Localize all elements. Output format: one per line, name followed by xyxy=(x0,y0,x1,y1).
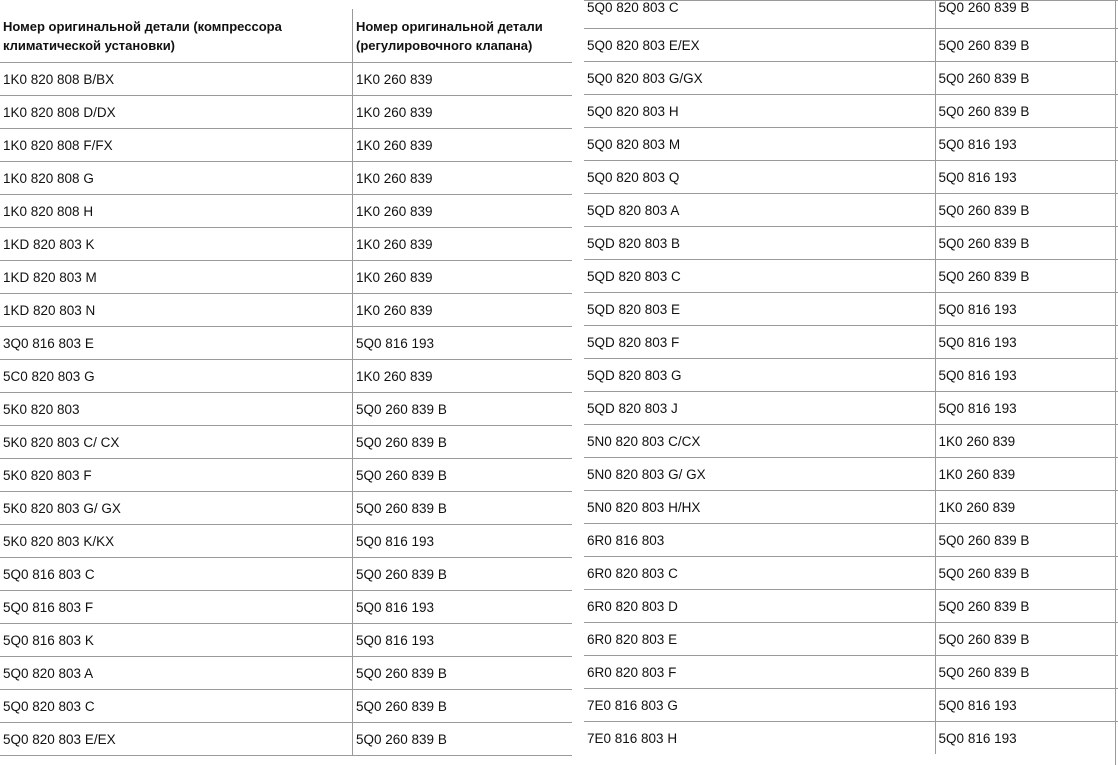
compressor-part-number-cell: 5Q0 820 803 A xyxy=(0,657,353,690)
table-row xyxy=(584,392,1118,425)
right-edge-border xyxy=(1115,0,1116,765)
table-row xyxy=(584,29,1118,62)
control-valve-part-number-cell: 1K0 260 839 xyxy=(353,228,573,261)
control-valve-part-number-cell: 5Q0 816 193 xyxy=(353,591,573,624)
compressor-part-number-cell: 6R0 820 803 D xyxy=(584,590,935,623)
control-valve-part-number-cell: 5Q0 260 839 B xyxy=(935,590,1118,623)
table-row xyxy=(584,95,1118,128)
control-valve-part-number-cell: 5Q0 816 193 xyxy=(935,689,1118,722)
parts-table-left xyxy=(0,9,572,756)
control-valve-part-number-cell: 5Q0 816 193 xyxy=(353,624,573,657)
table-row xyxy=(584,425,1118,458)
compressor-part-number-cell: 5Q0 820 803 H xyxy=(584,95,935,128)
compressor-part-number-cell: 5Q0 816 803 K xyxy=(0,624,353,657)
compressor-part-number-cell: 1K0 820 808 G xyxy=(0,162,353,195)
table-row xyxy=(0,723,572,756)
table-row xyxy=(584,62,1118,95)
table-row xyxy=(0,195,572,228)
table-row xyxy=(0,393,572,426)
control-valve-part-number-cell: 5Q0 260 839 B xyxy=(353,657,573,690)
control-valve-part-number-cell: 5Q0 816 193 xyxy=(935,293,1118,326)
control-valve-part-number-cell: 5Q0 260 839 B xyxy=(935,557,1118,590)
table-row xyxy=(0,624,572,657)
control-valve-part-number-cell: 5Q0 260 839 B xyxy=(353,492,573,525)
compressor-part-number-cell: 5K0 820 803 G/ GX xyxy=(0,492,353,525)
control-valve-part-number-cell: 5Q0 260 839 B xyxy=(353,393,573,426)
compressor-part-number-cell: 5Q0 820 803 M xyxy=(584,128,935,161)
table-row xyxy=(0,459,572,492)
control-valve-part-number-cell: 5Q0 260 839 B xyxy=(353,426,573,459)
compressor-part-number-cell: 3Q0 816 803 E xyxy=(0,327,353,360)
parts-table-right xyxy=(584,0,1118,754)
table-row xyxy=(584,227,1118,260)
control-valve-part-number-cell: 5Q0 816 193 xyxy=(935,161,1118,194)
compressor-part-number-cell: 6R0 820 803 E xyxy=(584,623,935,656)
table-row xyxy=(0,63,572,96)
table-row xyxy=(584,491,1118,524)
control-valve-part-number-cell: 5Q0 260 839 B xyxy=(353,459,573,492)
table-row xyxy=(584,458,1118,491)
compressor-part-number-cell: 5QD 820 803 F xyxy=(584,326,935,359)
table-row xyxy=(0,525,572,558)
compressor-part-number-cell: 5N0 820 803 H/HX xyxy=(584,491,935,524)
header-control-valve-part-number: Номер оригинальной детали (регулировочного клапана) xyxy=(353,9,573,63)
control-valve-part-number-cell: 5Q0 816 193 xyxy=(353,525,573,558)
control-valve-part-number-cell: 1K0 260 839 xyxy=(935,458,1118,491)
compressor-part-number-cell: 1K0 820 808 B/BX xyxy=(0,63,353,96)
control-valve-part-number-cell: 5Q0 816 193 xyxy=(935,392,1118,425)
table-row xyxy=(584,194,1118,227)
compressor-part-number-cell: 5K0 820 803 F xyxy=(0,459,353,492)
compressor-part-number-cell: 1K0 820 808 H xyxy=(0,195,353,228)
compressor-part-number-cell: 5QD 820 803 G xyxy=(584,359,935,392)
table-row xyxy=(584,557,1118,590)
compressor-part-number-cell: 5C0 820 803 G xyxy=(0,360,353,393)
table-row xyxy=(584,260,1118,293)
control-valve-part-number-cell: 1K0 260 839 xyxy=(353,129,573,162)
parts-table-left-body xyxy=(0,63,572,756)
control-valve-part-number-cell: 5Q0 260 839 B xyxy=(353,558,573,591)
compressor-part-number-cell: 1K0 820 808 D/DX xyxy=(0,96,353,129)
compressor-part-number-cell: 5QD 820 803 A xyxy=(584,194,935,227)
header-compressor-part-number: Номер оригинальной детали (компрессора климатической установки) xyxy=(0,9,353,63)
table-row xyxy=(584,656,1118,689)
control-valve-part-number-cell: 1K0 260 839 xyxy=(353,96,573,129)
control-valve-part-number-cell: 5Q0 816 193 xyxy=(935,359,1118,392)
table-row xyxy=(0,129,572,162)
compressor-part-number-cell: 7E0 816 803 G xyxy=(584,689,935,722)
compressor-part-number-cell: 5QD 820 803 J xyxy=(584,392,935,425)
compressor-part-number-cell: 1K0 820 808 F/FX xyxy=(0,129,353,162)
table-row xyxy=(584,689,1118,722)
table-row xyxy=(584,524,1118,557)
control-valve-part-number-cell: 1K0 260 839 xyxy=(353,63,573,96)
compressor-part-number-cell: 5Q0 820 803 C xyxy=(0,690,353,723)
control-valve-part-number-cell: 5Q0 816 193 xyxy=(935,722,1118,755)
compressor-part-number-cell: 5Q0 820 803 E/EX xyxy=(584,29,935,62)
table-row xyxy=(0,327,572,360)
parts-table-right-body xyxy=(584,1,1118,755)
table-row xyxy=(0,492,572,525)
table-row xyxy=(0,228,572,261)
table-row xyxy=(0,657,572,690)
control-valve-part-number-cell: 1K0 260 839 xyxy=(935,491,1118,524)
table-row xyxy=(0,426,572,459)
table-row xyxy=(584,326,1118,359)
table-row xyxy=(584,293,1118,326)
table-row xyxy=(0,360,572,393)
control-valve-part-number-cell: 1K0 260 839 xyxy=(353,195,573,228)
table-row xyxy=(584,359,1118,392)
control-valve-part-number-cell: 5Q0 260 839 B xyxy=(935,623,1118,656)
control-valve-part-number-cell: 5Q0 260 839 B xyxy=(935,227,1118,260)
table-row xyxy=(0,162,572,195)
control-valve-part-number-cell: 5Q0 260 839 B xyxy=(935,29,1118,62)
compressor-part-number-cell: 5Q0 816 803 F xyxy=(0,591,353,624)
table-row xyxy=(584,722,1118,755)
compressor-part-number-cell: 5Q0 820 803 E/EX xyxy=(0,723,353,756)
table-row xyxy=(0,591,572,624)
compressor-part-number-cell: 5QD 820 803 C xyxy=(584,260,935,293)
control-valve-part-number-cell: 5Q0 816 193 xyxy=(935,128,1118,161)
control-valve-part-number-cell: 5Q0 260 839 B xyxy=(935,194,1118,227)
compressor-part-number-cell: 5Q0 820 803 C xyxy=(584,1,935,29)
compressor-part-number-cell: 6R0 820 803 F xyxy=(584,656,935,689)
compressor-part-number-cell: 5Q0 820 803 Q xyxy=(584,161,935,194)
control-valve-part-number-cell: 1K0 260 839 xyxy=(353,261,573,294)
compressor-part-number-cell: 5N0 820 803 C/CX xyxy=(584,425,935,458)
control-valve-part-number-cell: 1K0 260 839 xyxy=(353,162,573,195)
control-valve-part-number-cell: 1K0 260 839 xyxy=(935,425,1118,458)
table-row xyxy=(584,128,1118,161)
compressor-part-number-cell: 6R0 820 803 C xyxy=(584,557,935,590)
compressor-part-number-cell: 1KD 820 803 M xyxy=(0,261,353,294)
compressor-part-number-cell: 5Q0 816 803 C xyxy=(0,558,353,591)
control-valve-part-number-cell: 5Q0 260 839 B xyxy=(935,524,1118,557)
compressor-part-number-cell: 7E0 816 803 H xyxy=(587,730,678,746)
control-valve-part-number-cell: 5Q0 816 193 xyxy=(353,327,573,360)
control-valve-part-number-cell: 5Q0 260 839 B xyxy=(935,656,1118,689)
control-valve-part-number-cell: 5Q0 260 839 B xyxy=(353,690,573,723)
compressor-part-number-cell: 5QD 820 803 B xyxy=(584,227,935,260)
table-header-row xyxy=(0,9,572,63)
compressor-part-number-cell: 1KD 820 803 N xyxy=(0,294,353,327)
control-valve-part-number-cell: 5Q0 260 839 B xyxy=(935,95,1118,128)
table-row xyxy=(584,623,1118,656)
control-valve-part-number-cell: 1K0 260 839 xyxy=(353,360,573,393)
control-valve-part-number-cell: 5Q0 260 839 B xyxy=(935,1,1118,29)
compressor-part-number-cell: 5QD 820 803 E xyxy=(584,293,935,326)
control-valve-part-number-cell: 5Q0 260 839 B xyxy=(935,62,1118,95)
table-row xyxy=(584,590,1118,623)
table-row xyxy=(0,261,572,294)
compressor-part-number-cell: 6R0 816 803 xyxy=(584,524,935,557)
control-valve-part-number-cell: 5Q0 816 193 xyxy=(935,326,1118,359)
control-valve-part-number-cell: 5Q0 260 839 B xyxy=(353,723,573,756)
table-row xyxy=(584,1,1118,29)
table-row xyxy=(584,161,1118,194)
compressor-part-number-cell: 5K0 820 803 C/ CX xyxy=(0,426,353,459)
control-valve-part-number-cell: 1K0 260 839 xyxy=(353,294,573,327)
table-row xyxy=(0,294,572,327)
compressor-part-number-cell: 5K0 820 803 xyxy=(0,393,353,426)
control-valve-part-number-cell: 5Q0 260 839 B xyxy=(935,260,1118,293)
compressor-part-number-cell: 5K0 820 803 K/KX xyxy=(0,525,353,558)
table-row xyxy=(0,690,572,723)
table-row xyxy=(0,558,572,591)
compressor-part-number-cell: 5Q0 820 803 G/GX xyxy=(584,62,935,95)
table-row xyxy=(0,96,572,129)
compressor-part-number-cell: 5N0 820 803 G/ GX xyxy=(584,458,935,491)
compressor-part-number-cell: 1KD 820 803 K xyxy=(0,228,353,261)
